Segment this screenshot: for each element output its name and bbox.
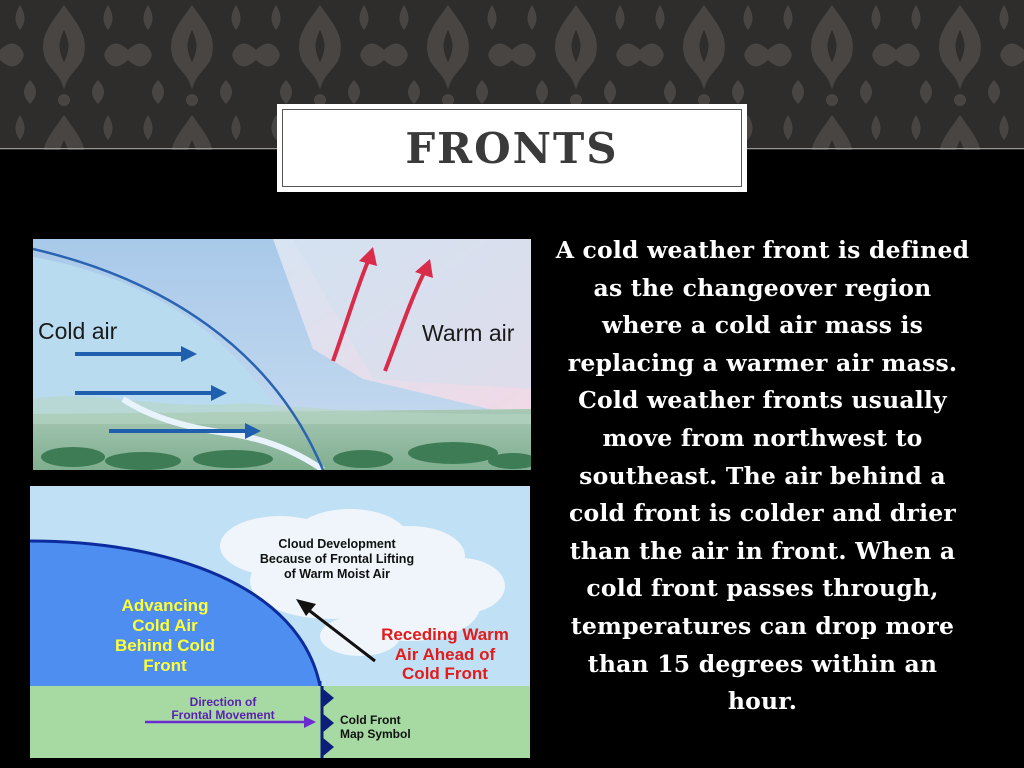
cold-air-label: Cold air <box>38 318 118 344</box>
direction-label-line-2: Frontal Movement <box>171 708 275 722</box>
title-box <box>277 104 747 192</box>
advancing-label-line-1: Advancing <box>121 596 209 615</box>
cold-front-diagram <box>30 486 530 758</box>
cloud-label-line-3: of Warm Moist Air <box>283 567 391 581</box>
cloud-label-line-1: Cloud Development <box>278 537 396 551</box>
receding-label-line-2: Air Ahead of <box>394 645 496 664</box>
symbol-label-line-1: Cold Front <box>340 713 401 727</box>
symbol-label <box>340 713 411 741</box>
warm-air-label: Warm air <box>422 320 515 346</box>
title-frame <box>282 109 742 187</box>
advancing-label-line-4: Front <box>143 656 187 675</box>
symbol-label-line-2: Map Symbol <box>340 727 411 741</box>
body-paragraph: A cold weather front is defined as the changeover region where a cold air mass is replacing a warmer air mass. Cold weather fronts usually move from northwest to southeast. The air behind a cold front is colder and drier than the air in front. When a cold front passes through, temperatures can drop more than 15 degrees within an hour. <box>555 236 970 716</box>
direction-label-line-1: Direction of <box>189 695 257 709</box>
advancing-label-line-3: Behind Cold <box>114 636 216 655</box>
cloud-label-line-2: Because of Frontal Lifting <box>259 552 415 566</box>
page-title: FRONTS <box>405 123 619 173</box>
advancing-label-line-2: Cold Air <box>132 616 198 635</box>
cold-front-illustration <box>33 239 531 470</box>
receding-label-line-3: Cold Front <box>402 664 488 683</box>
receding-label-line-1: Receding Warm <box>381 625 509 644</box>
